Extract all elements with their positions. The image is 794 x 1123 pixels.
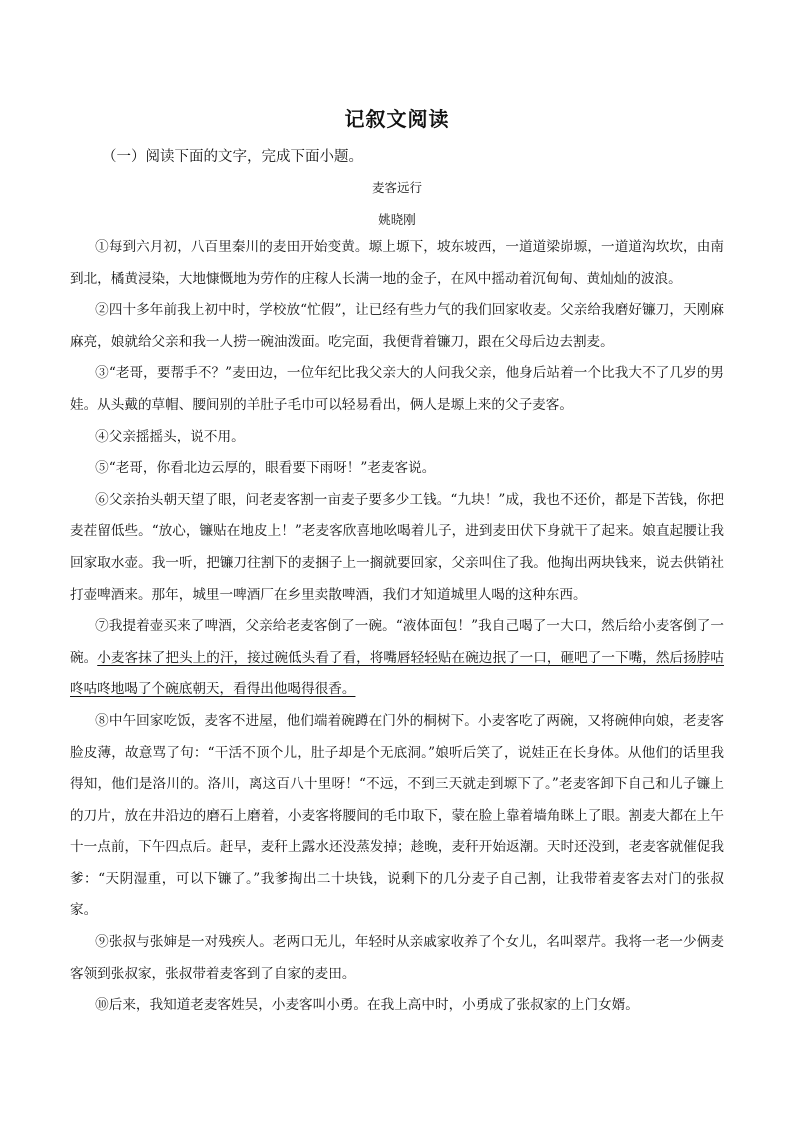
paragraph-2: ②四十多年前我上初中时，学校放“忙假”，让已经有些力气的我们回家收麦。父亲给我磨好镰刀，天刚麻麻亮，娘就给父亲和我一人捞一碗油泼面。吃完面，我便背着镰刀，跟在父母后边去割麦。 — [70, 302, 724, 350]
paragraph-5: ⑤“老哥，你看北边云厚的，眼看要下雨呀！”老麦客说。 — [95, 460, 436, 477]
story-author: 姚晓刚 — [378, 212, 416, 227]
reading-instruction: （一）阅读下面的文字，完成下面小题。 — [102, 149, 363, 165]
story-body — [70, 232, 724, 1022]
underlined-sentence: 小麦客抹了把头上的汗，接过碗低头看了看，将嘴唇轻轻贴在碗边抿了一口，砸吧了一下嘴，然后扬脖咕咚咕咚地喝了个碗底朝天，看得出他喝得很香。 — [70, 649, 725, 698]
page-title: 记叙文阅读 — [344, 107, 450, 131]
paragraph-6: ⑥父亲抬头朝天望了眼，问老麦客割一亩麦子要多少工钱。“九块！”成，我也不还价，都是下苦钱，你把麦茬留低些。“放心，镰贴在地皮上！”老麦客欣喜地吆喝着儿子，进到麦田伏下身就干了起来。娘直起腰让我回家取水壶。我一听，把镰刀往割下的麦捆子上一搁就要回家，父亲叫住了我。他掏出两块钱来，说去供销社打壶啤酒来。那年，城里一啤酒厂在乡里卖散啤酒，我们才知道城里人喝的这种东西。 — [70, 491, 724, 603]
paragraph-9: ⑨张叔与张婶是一对残疾人。老两口无儿，年轻时从亲戚家收养了个女儿，名叫翠芹。我将一老一少俩麦客领到张叔家，张叔带着麦客到了自家的麦田。 — [70, 934, 724, 982]
paragraph-3: ③“老哥，要帮手不？”麦田边，一位年纪比我父亲大的人问我父亲，他身后站着一个比我大不了几岁的男娃。从头戴的草帽、腰间别的羊肚子毛巾可以轻易看出，俩人是塬上来的父子麦客。 — [70, 365, 724, 413]
paragraph-8: ⑧中午回家吃饭，麦客不进屋，他们端着碗蹲在门外的桐树下。小麦客吃了两碗，又将碗伸向娘，老麦客脸皮薄，故意骂了句：“干活不顶个儿，肚子却是个无底洞。”娘听后笑了，说娃正在长身体。从他们的话里我得知，他们是洛川的。洛川，离这百八十里呀！“不远，不到三天就走到塬下了。”老麦客卸下自己和儿子镰上的刀片，放在井沿边的磨石上磨着，小麦客将腰间的毛巾取下，蒙在脸上靠着墙角眯上了眼。割麦大都在上午十一点前，下午四点后。赶早，麦秆上露水还没蒸发掉；趁晚，麦秆开始返潮。天时还没到，老麦客就催促我爹：“天阴湿重，可以下镰了。”我爹掏出二十块钱，说剩下的几分麦子自己割，让我带着麦客去对门的张叔家。 — [70, 712, 724, 919]
paragraph-1: ①每到六月初，八百里秦川的麦田开始变黄。塬上塬下，坡东坡西，一道道梁峁塬，一道道沟坎坎，由南到北，橘黄浸染，大地慷慨地为劳作的庄稼人长满一地的金子，在风中摇动着沉甸甸、黄灿灿的波浪。 — [70, 239, 724, 287]
paragraph-10: ⑩后来，我知道老麦客姓吴，小麦客叫小勇。在我上高中时，小勇成了张叔家的上门女婿。 — [95, 997, 639, 1014]
paragraph-7-text: ⑦我提着壶买来了啤酒，父亲给老麦客倒了一碗。“液体面包！”我自己喝了一大口，然后给小麦客倒了一碗。 — [70, 618, 724, 666]
paragraph-4: ④父亲摇摇头，说不用。 — [95, 428, 245, 445]
story-title: 麦客远行 — [371, 180, 422, 195]
paragraph-7 — [70, 611, 724, 706]
